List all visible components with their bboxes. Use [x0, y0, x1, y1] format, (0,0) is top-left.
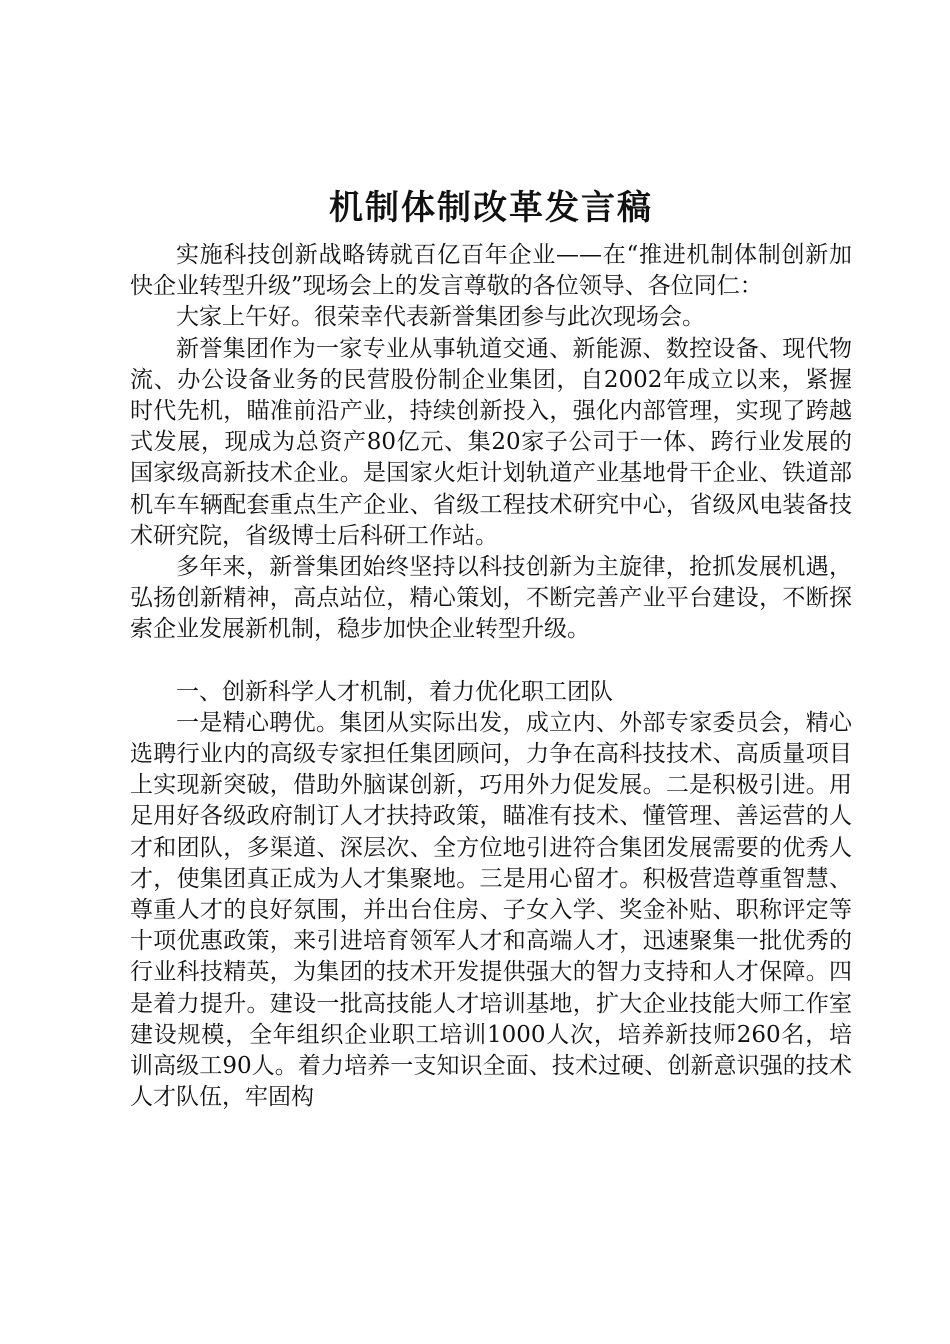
document-body [130, 186, 852, 1113]
document-title: 机制体制改革发言稿 [329, 188, 653, 228]
section-heading: 一、创新科学人才机制，着力优化职工团队 [176, 678, 613, 705]
innovation-paragraph: 多年来，新誉集团始终坚持以科技创新为主旋律，抢抓发展机遇，弘扬创新精神，高点站位，精心策划，不断完善产业平台建设，不断探索企业发展新机制，稳步加快企业转型升级。 [130, 554, 852, 643]
talent-mechanism-paragraph: 一是精心聘优。集团从实际出发，成立内、外部专家委员会，精心选聘行业内的高级专家担任集团顾问，力争在高科技技术、高质量项目上实现新突破，借助外脑谋创新，巧用外力促发展。二是积极引进。用足用好各级政府制订人才扶持政策，瞄准有技术、懂管理、善运营的人才和团队，多渠道、深层次、全方位地引进符合集团发展需要的优秀人才，使集团真正成为人才集聚地。三是用心留才。积极营造尊重智慧、尊重人才的良好氛围，并出台住房、子女入学、奖金补贴、职称评定等十项优惠政策，来引进培育领军人才和高端人才，迅速聚集一批优秀的行业科技精英，为集团的技术开发提供强大的智力支持和人才保障。四是着力提升。建设一批高技能人才培训基地，扩大企业技能大师工作室建设规模，全年组织企业职工培训1000人次，培养新技师260名，培训高级工90人。着力培养一支知识全面、技术过硬、创新意识强的技术人才队伍，牢固构 [130, 709, 852, 1111]
greeting-paragraph: 大家上午好。很荣幸代表新誉集团参与此次现场会。 [176, 304, 705, 331]
company-profile-paragraph: 新誉集团作为一家专业从事轨道交通、新能源、数控设备、现代物流、办公设备业务的民营股份制企业集团，自2002年成立以来，紧握时代先机，瞄准前沿产业，持续创新投入，强化内部管理，实现了跨越式发展，现成为总资产80亿元、集20家子公司于一体、跨行业发展的国家级高新技术企业。是国家火炬计划轨道产业基地骨干企业、铁道部机车车辆配套重点生产企业、省级工程技术研究中心，省级风电装备技术研究院，省级博士后科研工作站。 [130, 335, 852, 549]
intro-paragraph: 实施科技创新战略铸就百亿百年企业——在“推进机制体制创新加快企业转型升级”现场会上的发言尊敬的各位领导、各位同仁： [130, 242, 852, 300]
